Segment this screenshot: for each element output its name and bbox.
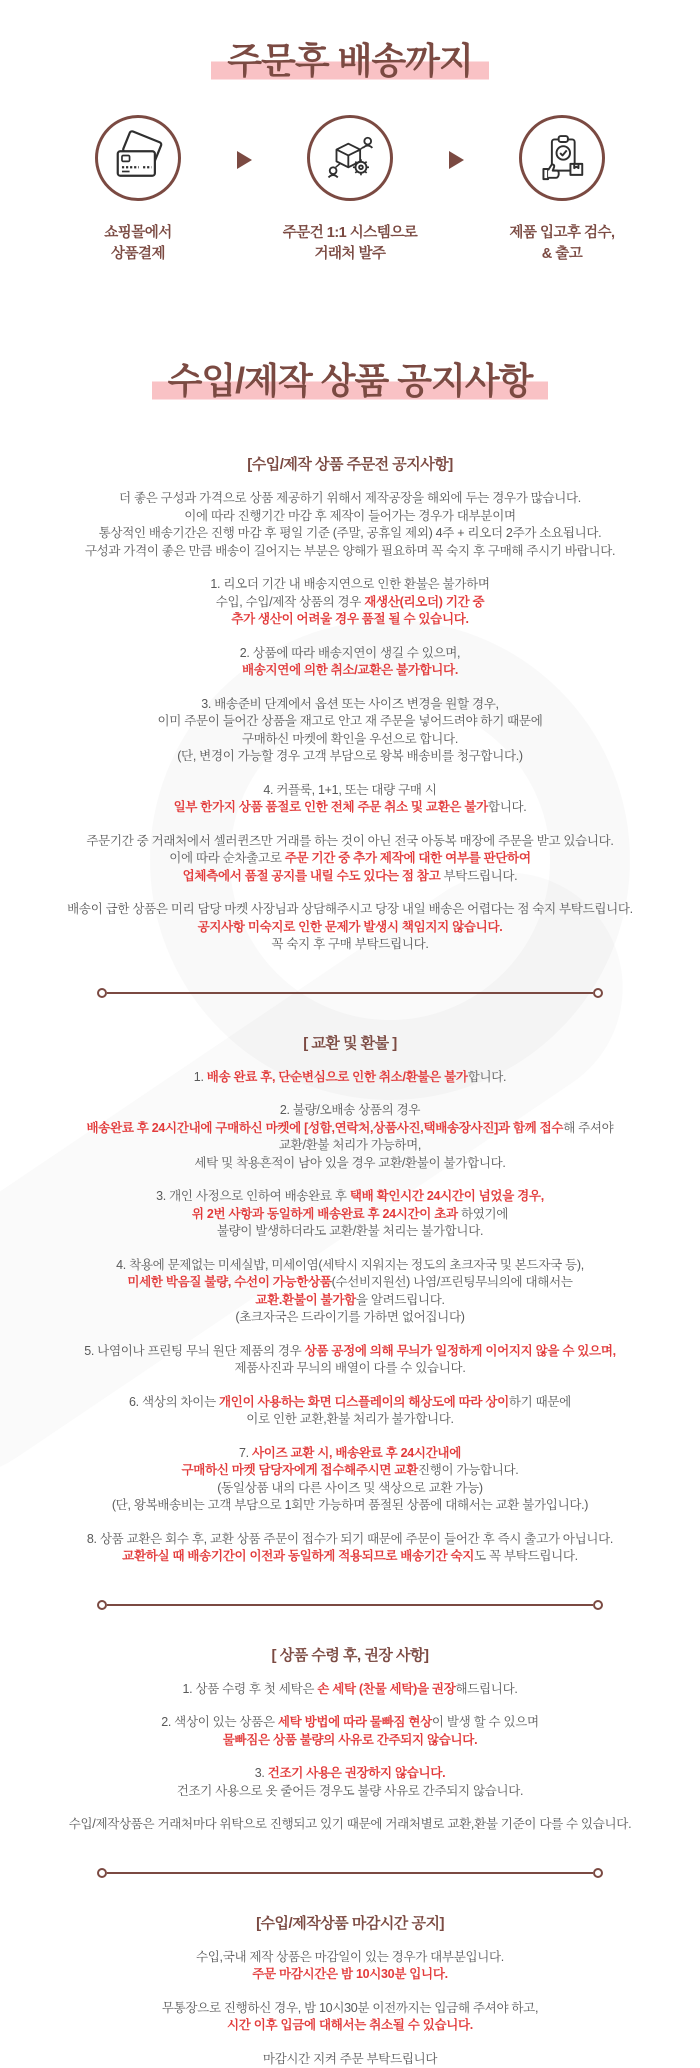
notice-paragraph: 2. 색상이 있는 상품은 세탁 방법에 따라 물빠짐 현상이 발생 할 수 있으며 물빠짐은 상품 불량의 사유로 간주되지 않습니다.	[161, 1715, 539, 1747]
divider-line	[107, 992, 593, 995]
notice-paragraph: 더 좋은 구성과 가격으로 상품 제공하기 위해서 제작공장을 해외에 두는 경우가 많습니다. 이에 따라 진행기간 마감 후 제작이 들어가는 경우가 대부분이며 통상적인 배송기간은 진행 마감 후 평일 기준 (주말, 공휴일 제외) 4주 + 리오더 2주가 소요됩니다. 구성과 가격이 좋은 만큼 배송이 길어지는 부분은 양해가 필요하며 꼭 숙지 후 구매해 주시기 바랍니다.	[84, 491, 616, 558]
notice-paragraph: 무통장으로 진행하신 경우, 밤 10시30분 이전까지는 입금해 주셔야 하고, 시간 이후 입금에 대해서는 취소될 수 있습니다.	[161, 2000, 539, 2033]
divider-dot-icon	[593, 988, 603, 998]
notice-paragraph: 마감시간 지켜 주문 부탁드립니다	[262, 2051, 438, 2066]
notice-paragraph: 6. 색상의 차이는 개인이 사용하는 화면 디스플레이의 해상도에 따라 상이하기 때문에 이로 인한 교환,환불 처리가 불가합니다.	[129, 1394, 571, 1427]
divider-line	[107, 1604, 593, 1607]
notice-paragraph: 4. 착용에 문제없는 미세실밥, 미세이염(세탁시 지워지는 정도의 초크자국 및 본드자국 등), 미세한 박음질 불량, 수선이 가능한상품(수선비지원선) 나염/프린팅무늬의에 대해서는 교환.환불이 불가함을 알려드립니다. (초크자국은 드라이기를 가하면 없어집니다)	[116, 1257, 584, 1325]
notice-paragraph: 1. 상품 수령 후 첫 세탁은 손 세탁 (찬물 세탁)을 권장해드립니다.	[182, 1681, 518, 1696]
divider-dot-icon	[97, 988, 107, 998]
section-exchange-refund	[0, 1032, 700, 1566]
section-paragraphs	[0, 490, 700, 954]
section-header: [ 상품 수령 후, 권장 사항]	[271, 1646, 429, 1664]
notice-paragraph: 2. 상품에 따라 배송지연이 생길 수 있으며, 배송지연에 의한 취소/교환은 불가합니다.	[239, 645, 461, 678]
divider-dot-icon	[593, 1600, 603, 1610]
section-divider	[97, 988, 603, 998]
section-header: [ 교환 및 환불 ]	[303, 1034, 397, 1052]
divider-dot-icon	[97, 1600, 107, 1610]
notice-paragraph: 1. 리오더 기간 내 배송지연으로 인한 환불은 불가하며 수입, 수입/제작 상품의 경우 재생산(리오더) 기간 중 추가 생산이 어려울 경우 품절 될 수 있습니다.	[210, 577, 490, 627]
notice-paragraph: 5. 나염이나 프린팅 무늬 원단 제품의 경우 상품 공정에 의해 무늬가 일정하게 이어지지 않을 수 있으며, 제품사진과 무늬의 배열이 다를 수 있습니다.	[84, 1343, 616, 1376]
flow-step-inspection	[478, 115, 646, 264]
section-divider	[97, 1868, 603, 1878]
flow-arrow-cell	[222, 115, 266, 169]
notice-paragraph: 수입/제작상품은 거래처마다 위탁으로 진행되고 있기 때문에 거래처별로 교환,환불 기준이 다를 수 있습니다.	[68, 1817, 632, 1832]
notice-paragraph: 1. 배송 완료 후, 단순변심으로 인한 취소/환불은 불가합니다.	[193, 1069, 507, 1084]
credit-card-payment-icon	[95, 115, 181, 201]
notice-title-wrap	[0, 264, 700, 401]
section-paragraphs	[0, 1069, 700, 1566]
section-deadline-notice	[0, 1912, 700, 2068]
section-divider	[97, 1600, 603, 1610]
flow-step-payment	[54, 115, 222, 264]
order-system-icon	[307, 115, 393, 201]
arrow-right-icon	[237, 151, 252, 169]
inspection-shipment-icon	[519, 115, 605, 201]
flow-step-order-system	[266, 115, 434, 264]
notice-paragraph: 4. 커플룩, 1+1, 또는 대량 구매 시 일부 한가지 상품 품절로 인한 전체 주문 취소 및 교환은 불가합니다.	[173, 782, 527, 815]
flow-step-caption: 주문건 1:1 시스템으로 거래처 발주	[282, 225, 418, 262]
notice-paragraph: 주문기간 중 거래처에서 셀러퀸즈만 거래를 하는 것이 아닌 전국 아동복 매장에 주문을 받고 있습니다. 이에 따라 순차출고로 주문 기간 중 추가 제작에 대한 여부를 판단하여 업체측에서 품절 공지를 내릴 수도 있다는 점 참고 부탁드립니다.	[86, 833, 614, 883]
notice-paragraph: 2. 불량/오배송 상품의 경우 배송완료 후 24시간내에 구매하신 마켓에 [성함,연락처,상품사진,택배송장사진]과 함께 접수해 주셔야 교환/환불 처리가 가능하며, 세탁 및 착용흔적이 남아 있을 경우 교환/환불이 불가합니다.	[86, 1103, 614, 1170]
notice-paragraph: 배송이 급한 상품은 미리 담당 마켓 사장님과 상담해주시고 당장 내일 배송은 어렵다는 점 숙지 부탁드립니다. 공지사항 미숙지로 인한 문제가 발생시 책임지지 않습니다. 꼭 숙지 후 구매 부탁드립니다.	[67, 902, 633, 952]
section-header: [수입/제작 상품 주문전 공지사항]	[247, 456, 453, 474]
flow-title-wrap	[0, 0, 700, 81]
notice-paragraph: 8. 상품 교환은 회수 후, 교환 상품 주문이 접수가 되기 때문에 주문이 들어간 후 즉시 출고가 아닙니다. 교환하실 때 배송기간이 이전과 동일하게 적용되므로 배송기간 숙지도 꼭 부탁드립니다.	[86, 1531, 614, 1564]
section-header: [수입/제작상품 마감시간 공지]	[256, 1914, 444, 1932]
section-after-receipt	[0, 1644, 700, 1834]
section-pre-order-notice	[0, 453, 700, 954]
notice-paragraph: 3. 배송준비 단계에서 옵션 또는 사이즈 변경을 원할 경우, 이미 주문이 들어간 상품을 재고로 안고 재 주문을 넣어드려야 하기 때문에 구매하신 마켓에 확인을 우선으로 합니다. (단, 변경이 가능할 경우 고객 부담으로 왕복 배송비를 청구합니다.)	[157, 696, 543, 764]
section-paragraphs	[0, 1949, 700, 2068]
notice-paragraph: 3. 건조기 사용은 권장하지 않습니다. 건조기 사용으로 옷 줄어든 경우도 불량 사유로 간주되지 않습니다.	[176, 1766, 524, 1798]
flow-step-caption: 쇼핑몰에서 상품결제	[104, 225, 172, 262]
notice-paragraph: 수입,국내 제작 상품은 마감일이 있는 경우가 대부분입니다. 주문 마감시간은 밤 10시30분 입니다.	[196, 1949, 504, 1982]
flow-arrow-cell	[434, 115, 478, 169]
order-flow	[0, 115, 700, 264]
notice-paragraph: 3. 개인 사정으로 인하여 배송완료 후 택배 확인시간 24시간이 넘었을 경우, 위 2번 사항과 동일하게 배송완료 후 24시간이 초과 하였기에 불량이 발생하더라도 교환/환불 처리는 불가합니다.	[156, 1189, 544, 1239]
flow-title: 주문후 배송까지	[211, 40, 488, 81]
divider-dot-icon	[593, 1868, 603, 1878]
flow-step-caption: 제품 입고후 검수, & 출고	[509, 225, 615, 262]
arrow-right-icon	[449, 151, 464, 169]
section-paragraphs	[0, 1681, 700, 1834]
divider-line	[107, 1872, 593, 1875]
notice-paragraph: 7. 사이즈 교환 시, 배송완료 후 24시간내에 구매하신 마켓 담당자에게 접수해주시면 교환진행이 가능합니다. (동일상품 내의 다른 사이즈 및 색상으로 교환 가능) (단, 왕복배송비는 고객 부담으로 1회만 가능하며 품절된 상품에 대해서는 교환 불가입니다.)	[111, 1445, 589, 1513]
divider-dot-icon	[97, 1868, 107, 1878]
notice-title: 수입/제작 상품 공지사항	[152, 360, 549, 401]
